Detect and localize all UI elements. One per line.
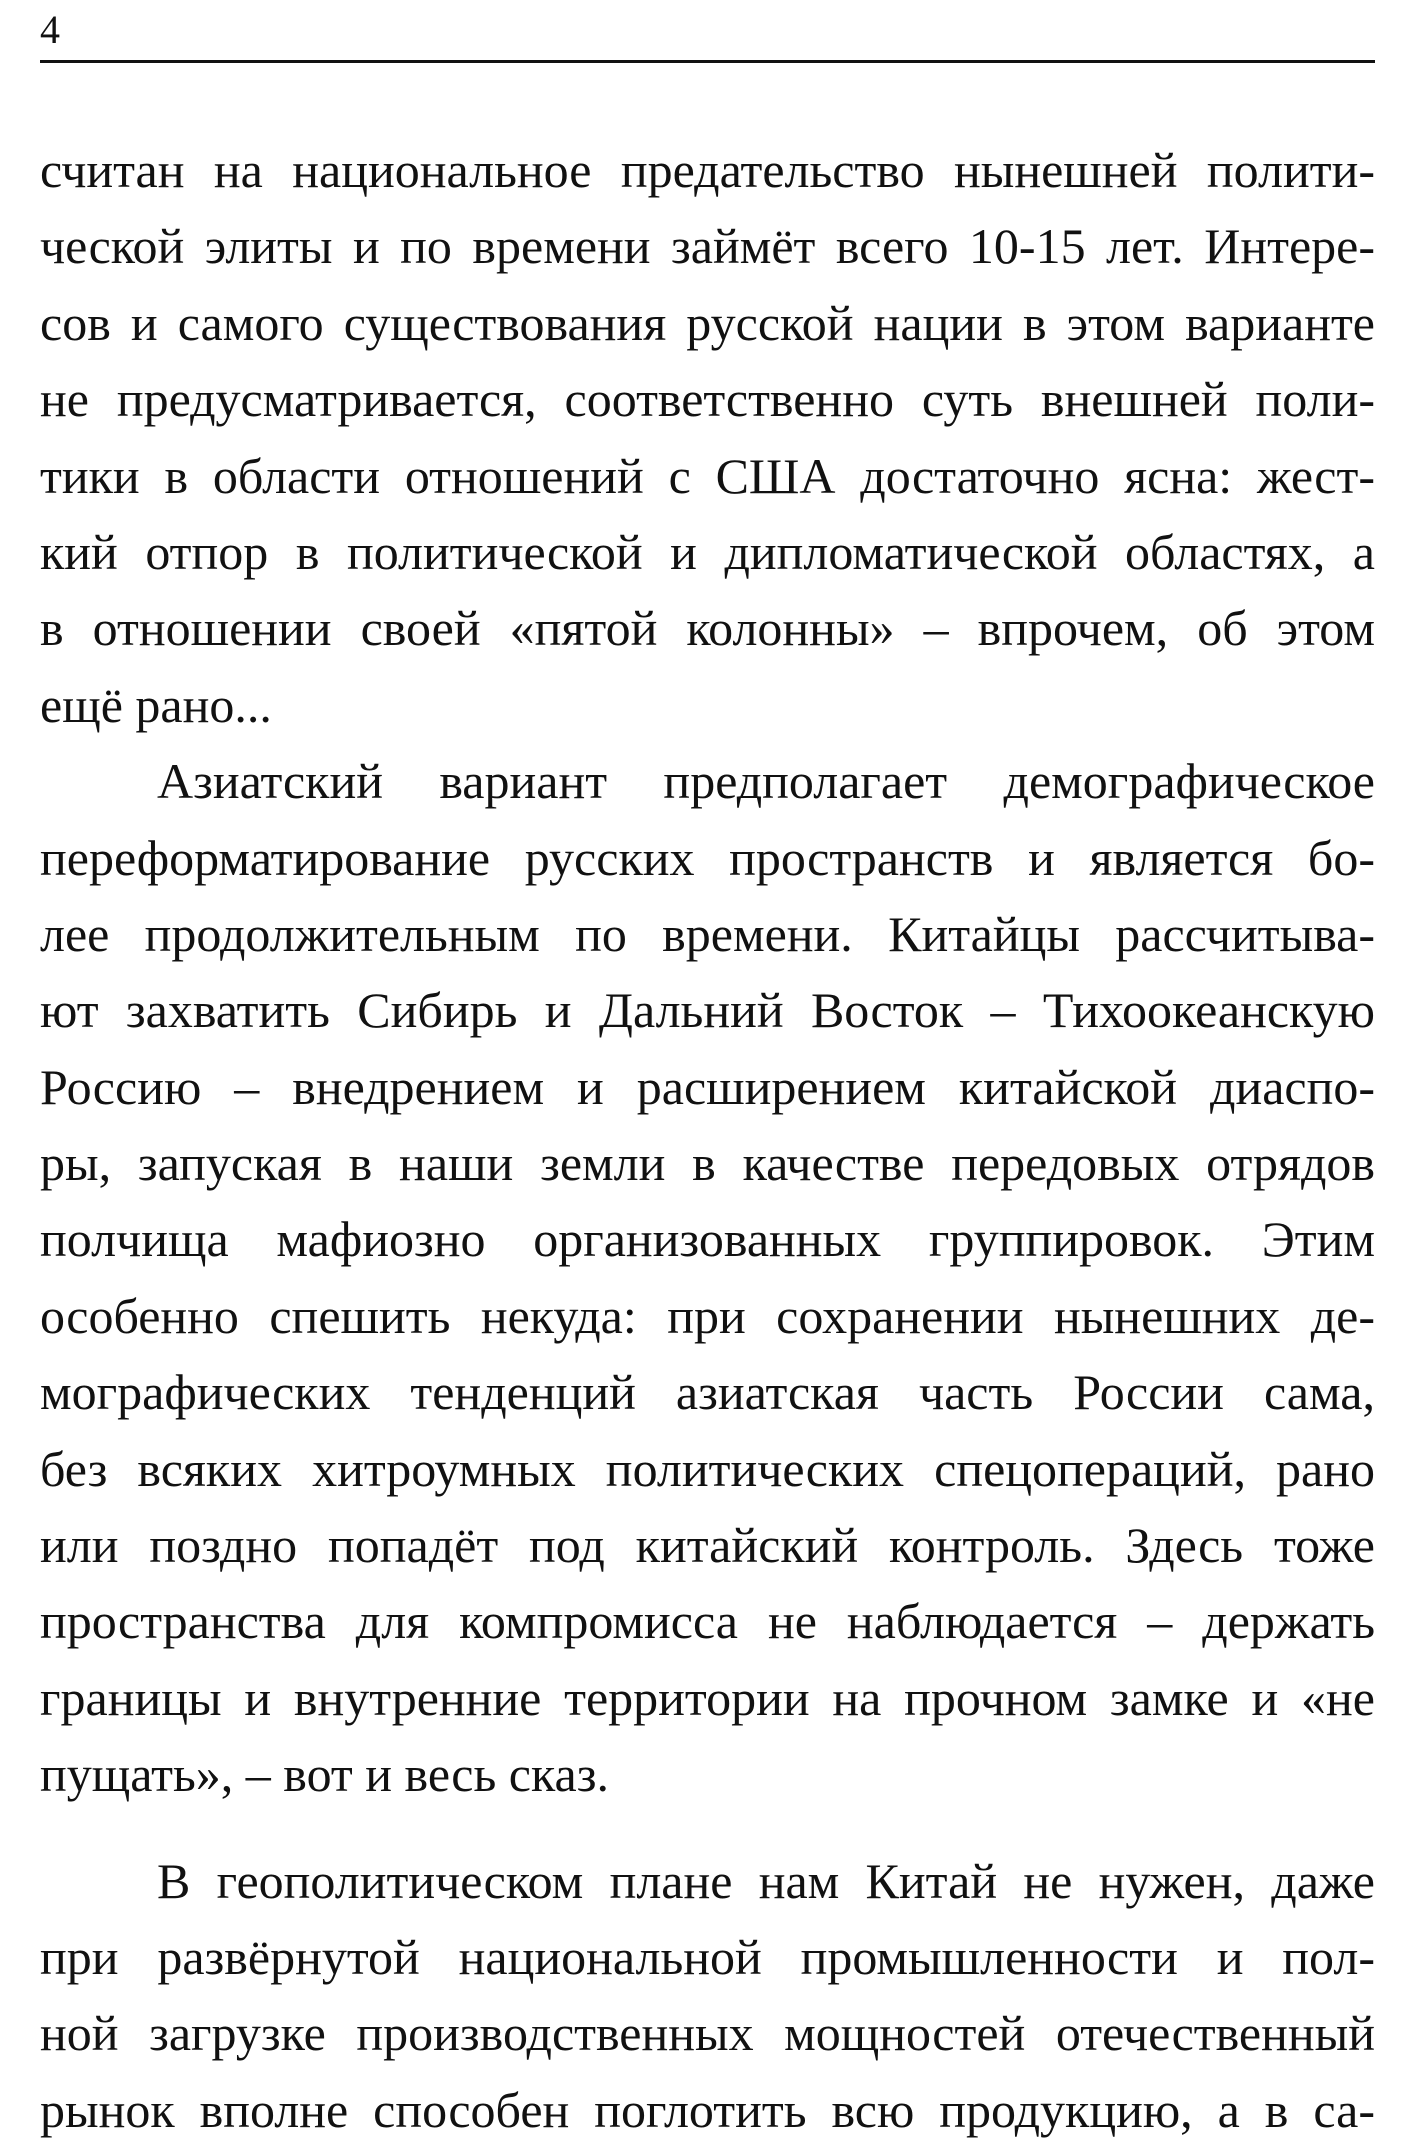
text-line: Азиатский вариант предполагает демографическое: [157, 753, 1375, 810]
body-text: [40, 132, 1375, 2148]
text-line: пущать», – вот и весь сказ.: [40, 1746, 609, 1803]
page-number: 4: [40, 7, 60, 52]
header-rule: [40, 60, 1375, 63]
text-line: не предусматривается, соответственно суть внешней поли-: [40, 371, 1375, 428]
text-line: или поздно попадёт под китайский контроль. Здесь тоже: [40, 1517, 1375, 1574]
text-line: ры, запуская в наши земли в качестве передовых отрядов: [40, 1135, 1375, 1192]
paragraph-1: [40, 132, 1375, 743]
text-line: кий отпор в политической и дипломатической областях, а: [40, 523, 1375, 580]
text-line: в отношении своей «пятой колонны» – впрочем, об этом: [40, 600, 1375, 657]
text-line: при развёрнутой национальной промышленности и пол-: [40, 1928, 1375, 1985]
text-line: лее продолжительным по времени. Китайцы рассчитыва-: [40, 905, 1375, 962]
text-line: без всяких хитроумных политических спецопераций, рано: [40, 1440, 1375, 1497]
text-line: тики в области отношений с США достаточно ясна: жест-: [40, 447, 1375, 504]
text-line: переформатирование русских пространств и является бо-: [40, 829, 1375, 886]
text-line: рынок вполне способен поглотить всю продукцию, а в са-: [40, 2081, 1375, 2138]
text-line: Россию – внедрением и расширением китайской диаспо-: [40, 1058, 1375, 1115]
text-line: ют захватить Сибирь и Дальний Восток – Тихоокеанскую: [40, 982, 1375, 1039]
text-line: пространства для компромисса не наблюдается – держать: [40, 1593, 1375, 1650]
text-line: сов и самого существования русской нации в этом варианте: [40, 294, 1375, 351]
paragraph-spacer: [40, 1813, 1375, 1843]
text-line: границы и внутренние территории на прочном замке и «не: [40, 1669, 1375, 1726]
paragraph-3: [40, 1843, 1375, 2149]
text-line: считан на национальное предательство нынешней полити-: [40, 142, 1375, 198]
text-line: ной загрузке производственных мощностей отечественный: [40, 2005, 1375, 2062]
text-line: В геополитическом плане нам Китай не нужен, даже: [157, 1852, 1375, 1909]
text-line: особенно спешить некуда: при сохранении нынешних де-: [40, 1287, 1375, 1344]
text-line: ческой элиты и по времени займёт всего 10-15 лет. Интере-: [40, 218, 1375, 275]
paragraph-2: [40, 743, 1375, 1812]
text-line: мографических тенденций азиатская часть России сама,: [40, 1364, 1375, 1421]
text-line: ещё рано...: [40, 676, 272, 733]
text-line: полчища мафиозно организованных группировок. Этим: [40, 1211, 1375, 1268]
